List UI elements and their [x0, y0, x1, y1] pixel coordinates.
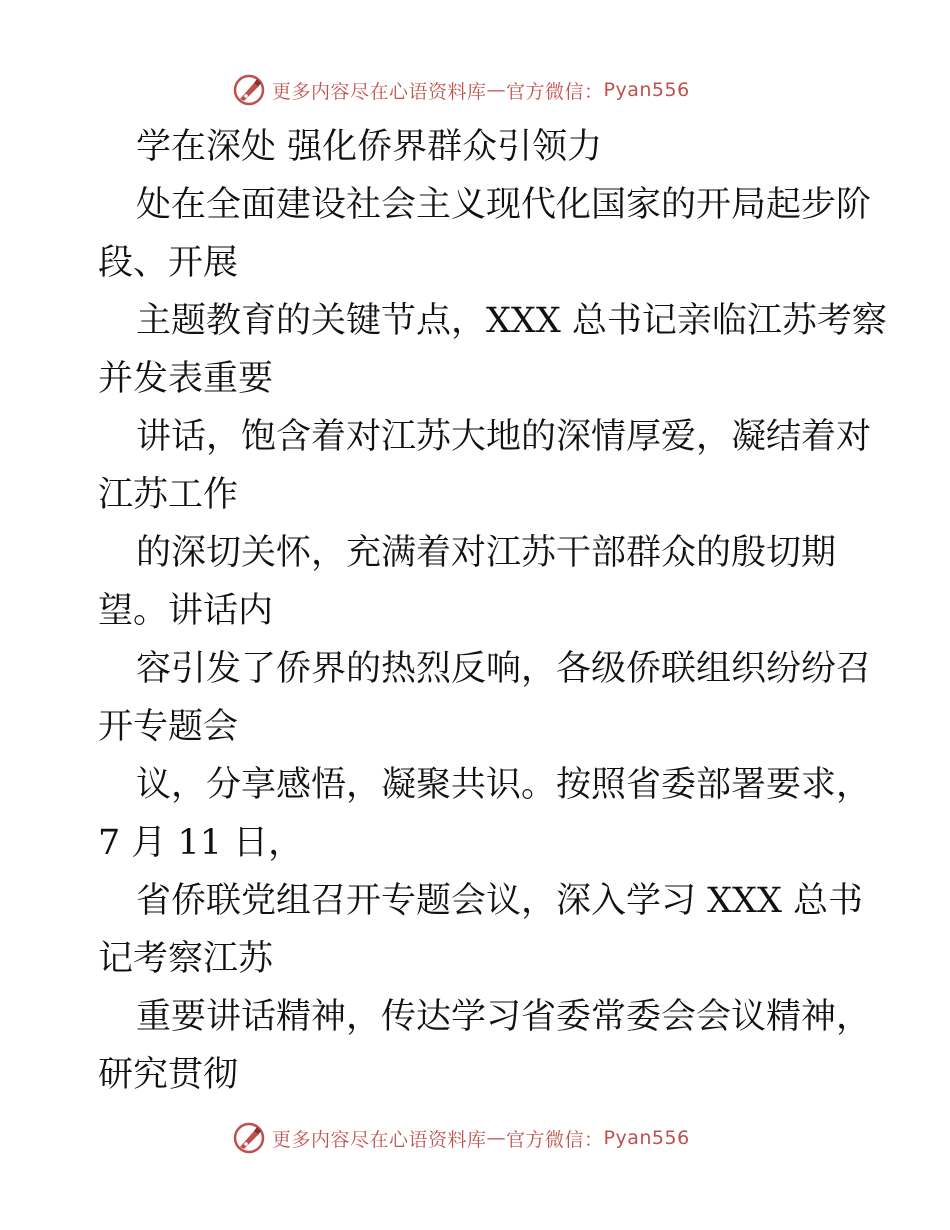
banner-wechat-label: 官方微信：: [506, 80, 604, 103]
banner-wechat-id: Pyan556: [603, 1127, 690, 1149]
banner-text: 更多内容尽在心语资料库: [272, 1128, 487, 1151]
header-banner: [232, 70, 690, 110]
banner-wechat-id: Pyan556: [603, 79, 690, 101]
banner-separator: —: [486, 1127, 507, 1149]
document-line: 的深切关怀，充满着对江苏干部群众的殷切期: [136, 533, 837, 573]
banner-text: 更多内容尽在心语资料库: [272, 80, 487, 103]
pen-nib-logo-icon: [232, 73, 266, 107]
document-line: 7 月 11 日，: [98, 823, 304, 863]
document-line: 处在全面建设社会主义现代化国家的开局起步阶: [136, 185, 872, 225]
document-line: 议，分享感悟，凝聚共识。按照省委部署要求，: [136, 765, 872, 805]
document-line: 记考察江苏: [98, 939, 274, 979]
document-line: 省侨联党组召开专题会议，深入学习 XXX 总书: [136, 881, 864, 921]
document-line: 研究贯彻: [98, 1055, 239, 1095]
document-line: 学在深处 强化侨界群众引领力: [136, 127, 603, 167]
pen-nib-logo-icon: [232, 1121, 266, 1155]
document-line: 主题教育的关键节点，XXX 总书记亲临江苏考察: [136, 301, 887, 341]
document-line: 容引发了侨界的热烈反响，各级侨联组织纷纷召: [136, 649, 872, 689]
banner-wechat-label: 官方微信：: [506, 1128, 604, 1151]
document-line: 开专题会: [98, 707, 239, 747]
footer-banner: [232, 1118, 690, 1158]
document-line: 江苏工作: [98, 475, 239, 515]
document-line: 望。讲话内: [98, 591, 274, 631]
document-line: 讲话，饱含着对江苏大地的深情厚爱，凝结着对: [136, 417, 872, 457]
document-line: 段、开展: [98, 243, 239, 283]
document-line: 重要讲话精神，传达学习省委常委会会议精神，: [136, 997, 872, 1037]
document-body: [98, 118, 887, 1104]
document-line: 并发表重要: [98, 359, 274, 399]
banner-separator: —: [486, 79, 507, 101]
